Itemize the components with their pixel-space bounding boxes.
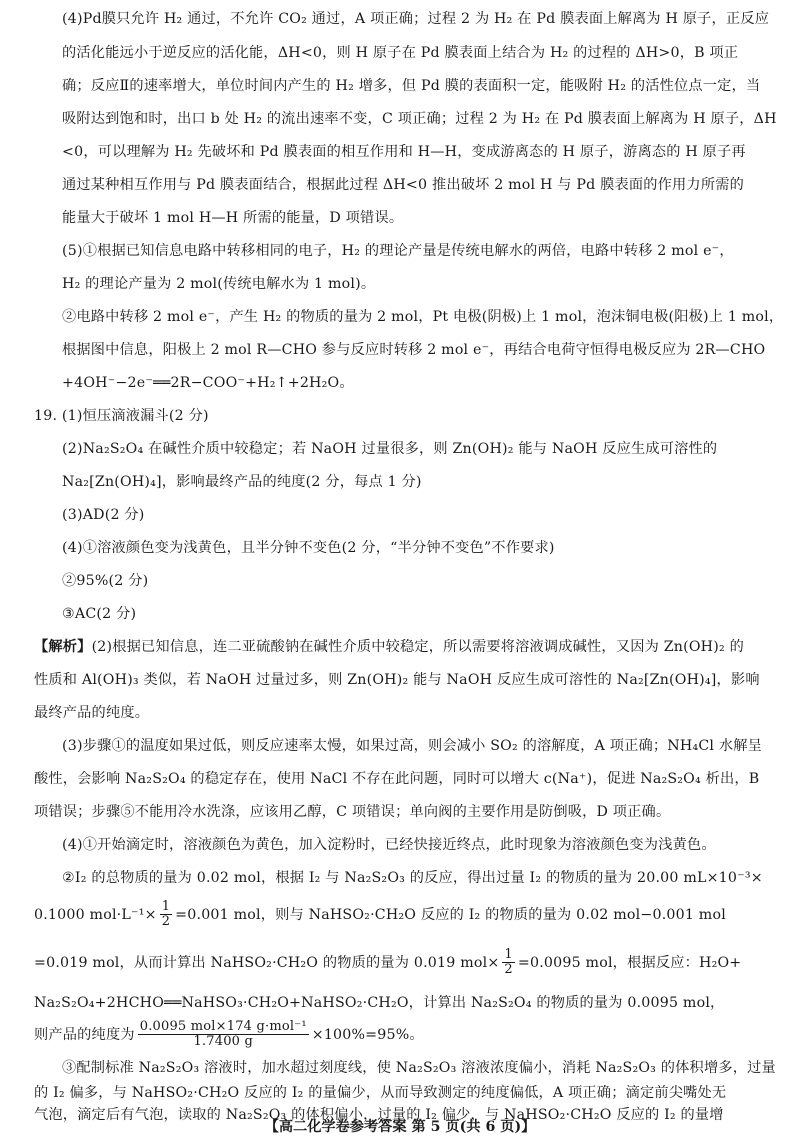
text-line: 气泡，滴定后有气泡，读取的 Na₂S₂O₃ 的体积偏小，过量的 I₂ 偏少，与 NaHSO₂·CH₂O 反应的 I₂ 的量增 (34, 1107, 724, 1123)
formula-line (34, 948, 741, 978)
text-line: (5)①根据已知信息电路中转移相同的电子，H₂ 的理论产量是传统电解水的两倍，电路中转移 2 mol e⁻， (62, 243, 734, 259)
formula-line (34, 900, 726, 930)
analysis-tag: 【解析】 (34, 639, 92, 655)
formula-text: 0.1000 mol·L⁻¹× (34, 906, 157, 923)
text-line: ②电路中转移 2 mol e⁻，产生 H₂ 的物质的量为 2 mol，Pt 电极(阴极)上 1 mol，泡沫铜电极(阳极)上 1 mol， (62, 309, 784, 325)
text-line: (4)Pd膜只允许 H₂ 通过，不允许 CO₂ 通过，A 项正确；过程 2 为 H₂ 在 Pd 膜表面上解离为 H 原子，正反应 (62, 11, 770, 27)
text-line: 的 I₂ 偏多，与 NaHSO₂·CH₂O 反应的 I₂ 的量偏少，从而导致测定的纯度偏低，A 项正确；滴定前尖嘴处无 (34, 1085, 727, 1101)
text-line: Na₂S₂O₄+2HCHO══NaHSO₃·CH₂O+NaHSO₂·CH₂O，计算出 Na₂S₂O₄ 的物质的量为 0.0095 mol， (34, 995, 725, 1011)
formula-text: 则产品的纯度为 (34, 1026, 135, 1043)
text-line: (3)AD(2 分) (62, 507, 145, 523)
text-line: +4OH⁻−2e⁻══2R−COO⁻+H₂↑+2H₂O。 (62, 375, 354, 391)
text-line: 的活化能远小于逆反应的活化能，ΔH<0，则 H 原子在 Pd 膜表面上结合为 H₂ 的过程的 ΔH>0，B 项正 (62, 45, 739, 61)
fraction-half: $\frac{1}{2}$ (504, 947, 513, 978)
text-line: ②I₂ 的总物质的量为 0.02 mol，根据 I₂ 与 Na₂S₂O₃ 的反应，得出过量 I₂ 的物质的量为 20.00 mL×10⁻³× (62, 870, 763, 886)
text-line: ③配制标准 Na₂S₂O₃ 溶液时，加水超过刻度线，使 Na₂S₂O₃ 溶液浓度偏小，消耗 Na₂S₂O₃ 的体积增多，过量 (62, 1060, 776, 1076)
text-line: 性质和 Al(OH)₃ 类似，若 NaOH 过量过多，则 Zn(OH)₂ 能与 NaOH 反应生成可溶性的 Na₂[Zn(OH)₄]，影响 (34, 672, 760, 688)
page-number: 第 5 页(共 6 页)】 (411, 1119, 536, 1135)
text-line: 能量大于破坏 1 mol H—H 所需的能量，D 项错误。 (62, 210, 404, 226)
text-line: H₂ 的理论产量为 2 mol(传统电解水为 1 mol)。 (62, 276, 376, 292)
text-line: <0，可以理解为 H₂ 先破坏和 Pd 膜表面的相互作用和 H—H，变成游离态的 H 原子，游离态的 H 原子再 (62, 144, 746, 160)
question-number-line: 19. (1)恒压滴液漏斗(2 分) (34, 408, 209, 424)
text-line: 项错误；步骤⑤不能用冷水洗涤，应该用乙醇，C 项错误；单向阀的主要作用是防倒吸，D 项正确。 (34, 804, 671, 820)
formula-text: =0.001 mol，则与 NaHSO₂·CH₂O 反应的 I₂ 的物质的量为 0.02 mol−0.001 mol (175, 906, 726, 923)
fraction-purity: $\frac{\text{0.0095 mol×174 g·mol⁻¹}}{1.7400 g}$ (139, 1019, 307, 1050)
analysis-text: (2)根据已知信息，连二亚硫酸钠在碱性介质中较稳定，所以需要将溶液调成碱性，又因为 Zn(OH)₂ 的 (91, 639, 744, 655)
analysis-line (34, 636, 744, 656)
page-footer (0, 1116, 800, 1136)
formula-text: =0.019 mol，从而计算出 NaHSO₂·CH₂O 的物质的量为 0.019 mol× (34, 954, 500, 971)
text-line: Na₂[Zn(OH)₄]，影响最终产品的纯度(2 分，每点 1 分) (62, 474, 422, 490)
text-line: (4)①溶液颜色变为浅黄色，且半分钟不变色(2 分，“半分钟不变色”不作要求) (62, 540, 555, 556)
fraction-half: $\frac{1}{2}$ (161, 899, 171, 930)
formula-line (34, 1020, 424, 1050)
text-line: 酸性，会影响 Na₂S₂O₄ 的稳定存在，使用 NaCl 不存在此问题，同时可以增大 c(Na⁺)，促进 Na₂S₂O₄ 析出，B (34, 771, 760, 787)
text-line: (4)①开始滴定时，溶液颜色为黄色，加入淀粉时，已经快接近终点，此时现象为溶液颜色变为浅黄色。 (62, 837, 716, 853)
text-line: 通过某种相互作用与 Pd 膜表面结合，根据此过程 ΔH<0 推出破坏 2 mol H 与 Pd 膜表面的作用力所需的 (62, 177, 744, 193)
text-line: 确；反应Ⅱ的速率增大，单位时间内产生的 H₂ 增多，但 Pd 膜的表面积一定，能吸附 H₂ 的活性位点一定，当 (62, 78, 761, 94)
text-line: (2)Na₂S₂O₄ 在碱性介质中较稳定；若 NaOH 过量很多，则 Zn(OH)₂ 能与 NaOH 反应生成可溶性的 (62, 441, 718, 457)
text-line: 吸附达到饱和时，出口 b 处 H₂ 的流出速率不变，C 项正确；过程 2 为 H₂ 在 Pd 膜表面上解离为 H 原子，ΔH (62, 111, 777, 127)
text-line: ③AC(2 分) (62, 606, 137, 622)
text-line: (3)步骤①的温度如果过低，则反应速率太慢，如果过高，则会减小 SO₂ 的溶解度，A 项正确；NH₄Cl 水解呈 (62, 738, 762, 754)
text-line: 最终产品的纯度。 (34, 705, 150, 721)
formula-text: =0.0095 mol，根据反应：H₂O+ (517, 954, 742, 971)
text-line: ②95%(2 分) (62, 573, 149, 589)
text-line: 根据图中信息，阳极上 2 mol R—CHO 参与反应时转移 2 mol e⁻，再结合电荷守恒得电极反应为 2R—CHO (62, 342, 766, 358)
formula-text: ×100%=95%。 (311, 1026, 424, 1043)
footer-title: 【高二化学卷参考答案 (264, 1119, 407, 1135)
